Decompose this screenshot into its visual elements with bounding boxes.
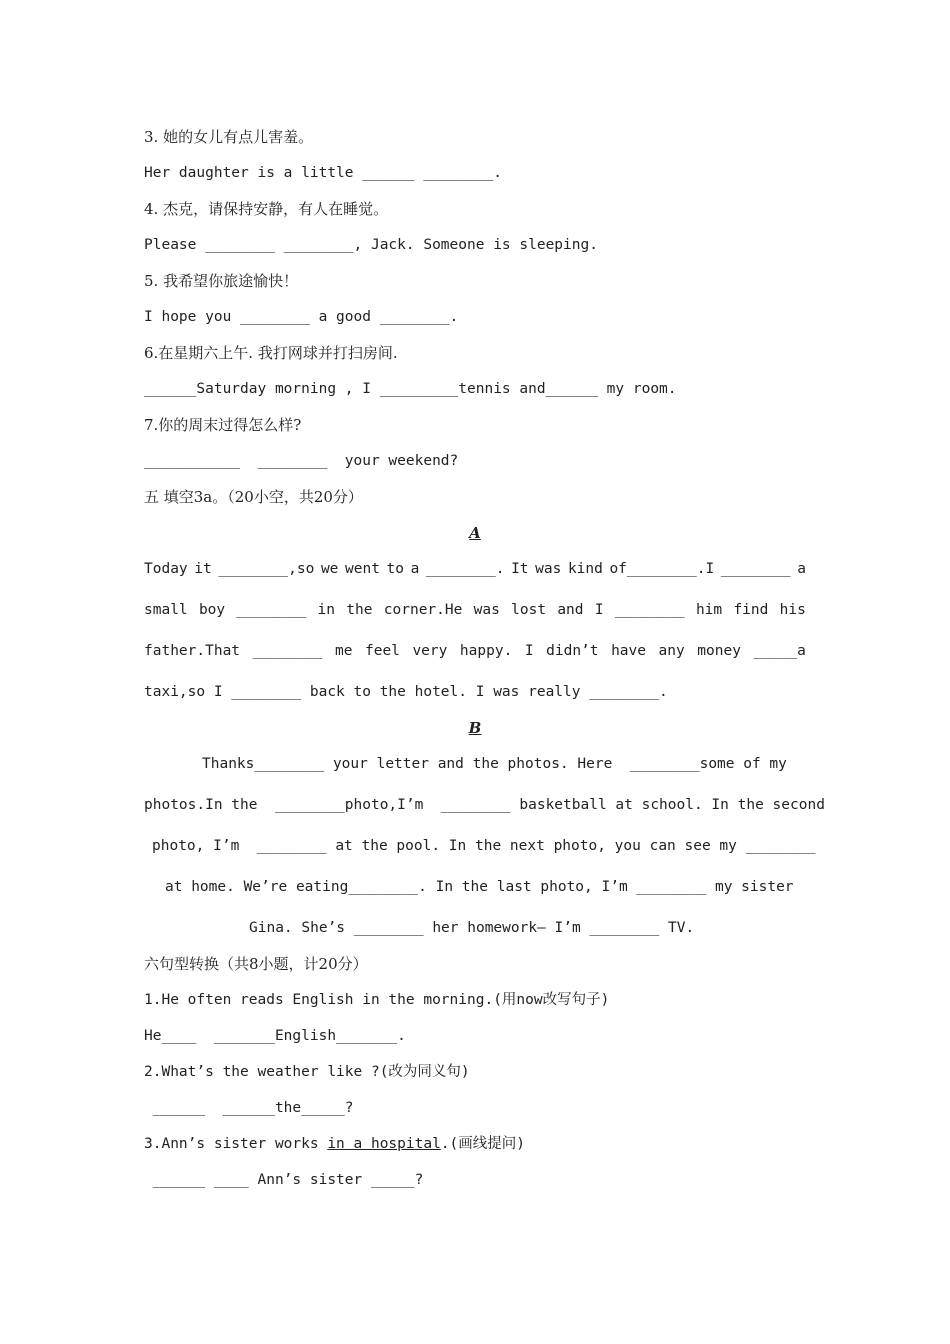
passage-a-line-1: Today it ________,so we went to a ________. It was kind of________.I ________ a	[144, 561, 806, 577]
passage-b-line-5: Gina. She’s ________ her homework– I’m ________ TV.	[249, 920, 695, 936]
q6-english: ______Saturday morning , I _________tennis and______ my room.	[144, 381, 677, 397]
passage-a-heading: A	[469, 524, 481, 542]
s6-q1: 1.He often reads English in the morning.(用now改写句子)	[144, 992, 610, 1008]
q6-chinese: 6.在星期六上午. 我打网球并打扫房间.	[144, 344, 398, 362]
passage-a-line-2: small boy ________ in the corner.He was lost and I ________ him find his	[144, 602, 806, 618]
passage-a-line-3: father.That ________ me feel very happy. I didn’t have any money _____a	[144, 643, 806, 659]
passage-b-line-3: photo, I’m ________ at the pool. In the next photo, you can see my ________	[152, 838, 816, 854]
passage-b-heading: B	[468, 719, 482, 737]
s6-q3: 3.Ann’s sister works in a hospital.(画线提问)	[144, 1136, 526, 1152]
passage-b-line-2: photos.In the ________photo,I’m ________ basketball at school. In the second	[144, 797, 825, 813]
q5-chinese: 5. 我希望你旅途愉快！	[144, 272, 299, 290]
passage-a-line-4: taxi,so I ________ back to the hotel. I was really ________.	[144, 684, 668, 700]
section5-title: 五 填空3a。（20小空，共20分）	[144, 488, 363, 506]
s6-q3-answer: ______ ____ Ann’s sister _____?	[144, 1172, 424, 1188]
q7-english: ___________ ________ your weekend?	[144, 453, 459, 469]
q3-chinese: 3. 她的女儿有点儿害羞。	[144, 128, 314, 146]
q4-english: Please ________ ________, Jack. Someone is sleeping.	[144, 237, 598, 253]
q7-chinese: 7.你的周末过得怎么样?	[144, 416, 302, 434]
q4-chinese: 4. 杰克，请保持安静，有人在睡觉。	[144, 200, 389, 218]
passage-b-line-4: at home. We’re eating________. In the last photo, I’m ________ my sister	[165, 879, 794, 895]
s6-q3-underlined-phrase: in a hospital	[327, 1136, 441, 1152]
s6-q1-answer: He____ _______English_______.	[144, 1028, 406, 1044]
s6-q2-answer: ______ ______the_____?	[144, 1100, 354, 1116]
section6-title: 六句型转换（共8小题，计20分）	[144, 955, 368, 973]
s6-q2: 2.What’s the weather like ?(改为同义句)	[144, 1064, 470, 1080]
passage-b-line-1: Thanks________ your letter and the photos. Here ________some of my	[202, 756, 787, 772]
q5-english: I hope you ________ a good ________.	[144, 309, 459, 325]
q3-english: Her daughter is a little ______ ________.	[144, 165, 502, 181]
